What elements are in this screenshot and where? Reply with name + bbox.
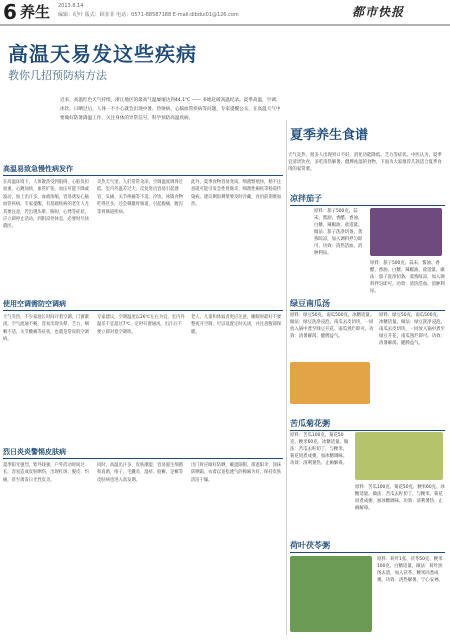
lede-paragraph: 近来，高温红色天气持续，浙江地区的最高气温屡屡达到44.1℃ —— 多地赶破高温纪录。夏季高温，空调、冰饮、日晒过后，人体一不小心就会出现中暑、热射病、心脑血管疾病等问题，专家提醒公众，在高温天气中要做好防暑降温工作，关注身体的异常信号，科学预防高温疾病。 [60,98,281,121]
recipe-name: 凉拌茄子 [290,193,445,206]
section-name: 养生 [20,3,51,21]
recipe-photo [290,362,370,404]
recipe-name: 荷叶茯苓粥 [290,540,445,553]
recipe-text: 原料：荷叶1张、茯苓50克、粳米100克、白糖适量。做法：荷叶煎汤去渣，加入茯苓、粳米同煮成粥。功效：清热解暑、宁心安神。 [377,557,443,583]
section-column: 出门时应做好防晒，戴遮阳帽、撑遮阳伞、涂抹防晒霜，衣着以宽松透气的棉麻为好，保持皮肤清洁干燥。 [191,463,282,483]
publication-date: 2013.8.14 [58,3,84,9]
recipe-card [290,298,445,311]
recipe-caption: 原料：绿豆50克、南瓜500克、冰糖适量。做法：绿豆洗净浸泡，南瓜去皮切块，一同放入锅中煮至绿豆开花、南瓜熟烂即可。功效：清暑解渴、健脾益气。 [379,313,445,346]
page-headline: 高温天易发这些疾病 [8,42,197,66]
masthead-logo: 都市快报 [352,5,405,19]
page-header [0,0,450,26]
sidebar-title: 夏季养生食谱 [290,128,369,143]
page-subheadline: 教你几招预防病方法 [8,69,107,82]
recipe-name: 绿豆南瓜汤 [290,298,445,311]
recipe-photo [370,208,442,256]
recipe-name: 苦瓜菊花粥 [290,418,445,431]
recipe-card [290,193,445,206]
recipe-caption: 原料：苦瓜100克、菊花50克、粳米60克、冰糖适量。做法：苦瓜去籽切丁，与粳米、菊花同煮成粥，加冰糖调味。功效：清利暑热、止痢解毒。 [355,485,445,511]
recipe-caption: 原料：茄子500克、蒜末、酱油、香醋、香油、白糖、辣椒油、盐适量。做法：茄子洗净切条，蒸熟晾凉，加入调料拌匀即可。功效：清热活血、消肿利尿。 [370,261,445,294]
recipe-photo [355,432,443,480]
section-heading: 高温易致急慢性病发作 [3,165,283,176]
recipe-card [290,418,445,431]
page-number: 6 [3,0,17,24]
section-column: 炎热天气里，人们常常贪凉，空调温度调得过低，室内外温差过大，反复进出容易引起感冒、头痛、关节疼痛等不适。冷饮、冰镇食物吃得过多，还会刺激胃肠道，引起腹痛、腹泻等胃肠道疾病。 [97,180,183,215]
section-column: 专家建议，空调温度以26℃左右为宜，室内外温差不宜超过7℃，定时开窗通风，出汗后不要立即对着空调吹。 [97,315,185,335]
recipe-text: 原料：绿豆50克、南瓜500克、冰糖适量。做法：绿豆洗净浸泡，南瓜去皮切块，一同放入锅中煮至绿豆开花、南瓜熟烂即可。功效：清暑解渴、健脾益气。 [290,313,375,339]
recipe-sidebar [288,128,445,173]
sidebar-intro: 天气炎热，很多人出现胃口不好、消化功能降低、乏力等症状。中医认为，夏季宜清淡饮食，多吃清热解暑、健脾祛湿的食物，下面为大家推荐几款适合夏季食用的家常菜。 [288,153,442,172]
recipe-text: 原料：苦瓜100克、菊花50克、粳米60克、冰糖适量。做法：苦瓜去籽切丁，与粳米、菊花同煮成粥，加冰糖调味。功效：清利暑热、止痢解毒。 [290,433,349,466]
column-divider [286,120,287,635]
recipe-card [290,540,445,553]
section-column: 同时，高温出汗多，皮肤潮湿，容易滋生细菌和真菌，痱子、毛囊炎、湿疹、股癣、足癣等皮肤病也进入高发期。 [97,463,183,483]
section-column: 夏季阳光强烈，紫外线强，户外活动时间过长，容易造成皮肤晒伤，出现红斑、脱皮、灼痛，甚至诱发日光性皮炎。 [3,463,89,483]
recipe-text: 原料：茄子500克、蒜末、酱油、香醋、香油、白糖、辣椒油、盐适量。做法：茄子洗净切条，蒸熟晾凉，加入调料拌匀即可。功效：清热活血、消肿利尿。 [314,209,363,256]
section-column: 天气炎热，不少家庭长时间开着空调，门窗紧闭，空气流通不畅，容易出现头晕、乏力、咽喉不适、关节酸痛等症状，也就是常说的空调病。 [3,315,89,343]
recipe-photo [290,556,372,632]
editor-info: 编辑：纪叶 版式：顾菲菲 电话：0571-88587188 E-mail:dlbdui01@126.com [58,12,239,18]
section-heading: 使用空调需防空调病 [3,300,283,311]
section-column: 此外，夏季食物容易变质，细菌繁殖快，稍不注意就可能引发急性胃肠炎、细菌性痢疾等肠道传染病。建议剩饭剩菜要及时冷藏，食用前彻底加热。 [191,180,282,208]
section-column: 在高温环境下，人体散热受到阻碍，心脏负担加重，心跳加快，血管扩张，血压可能下降或波动，加上出汗多，血液浓缩，容易诱发心脑血管疾病。专家提醒，有基础疾病的老年人尤其要注意，若出现头晕、胸闷、心悸等症状，应立即停止活动，到阴凉处休息，必要时尽快就医。 [3,180,89,230]
section-heading: 烈日炎炎警惕皮肤病 [3,448,283,459]
lede-block [60,96,285,123]
section-column: 老人、儿童和体弱者更应注意，睡眠时最好不要整夜开空调，可以设置定时关闭，并注意腹部保暖。 [191,315,282,335]
